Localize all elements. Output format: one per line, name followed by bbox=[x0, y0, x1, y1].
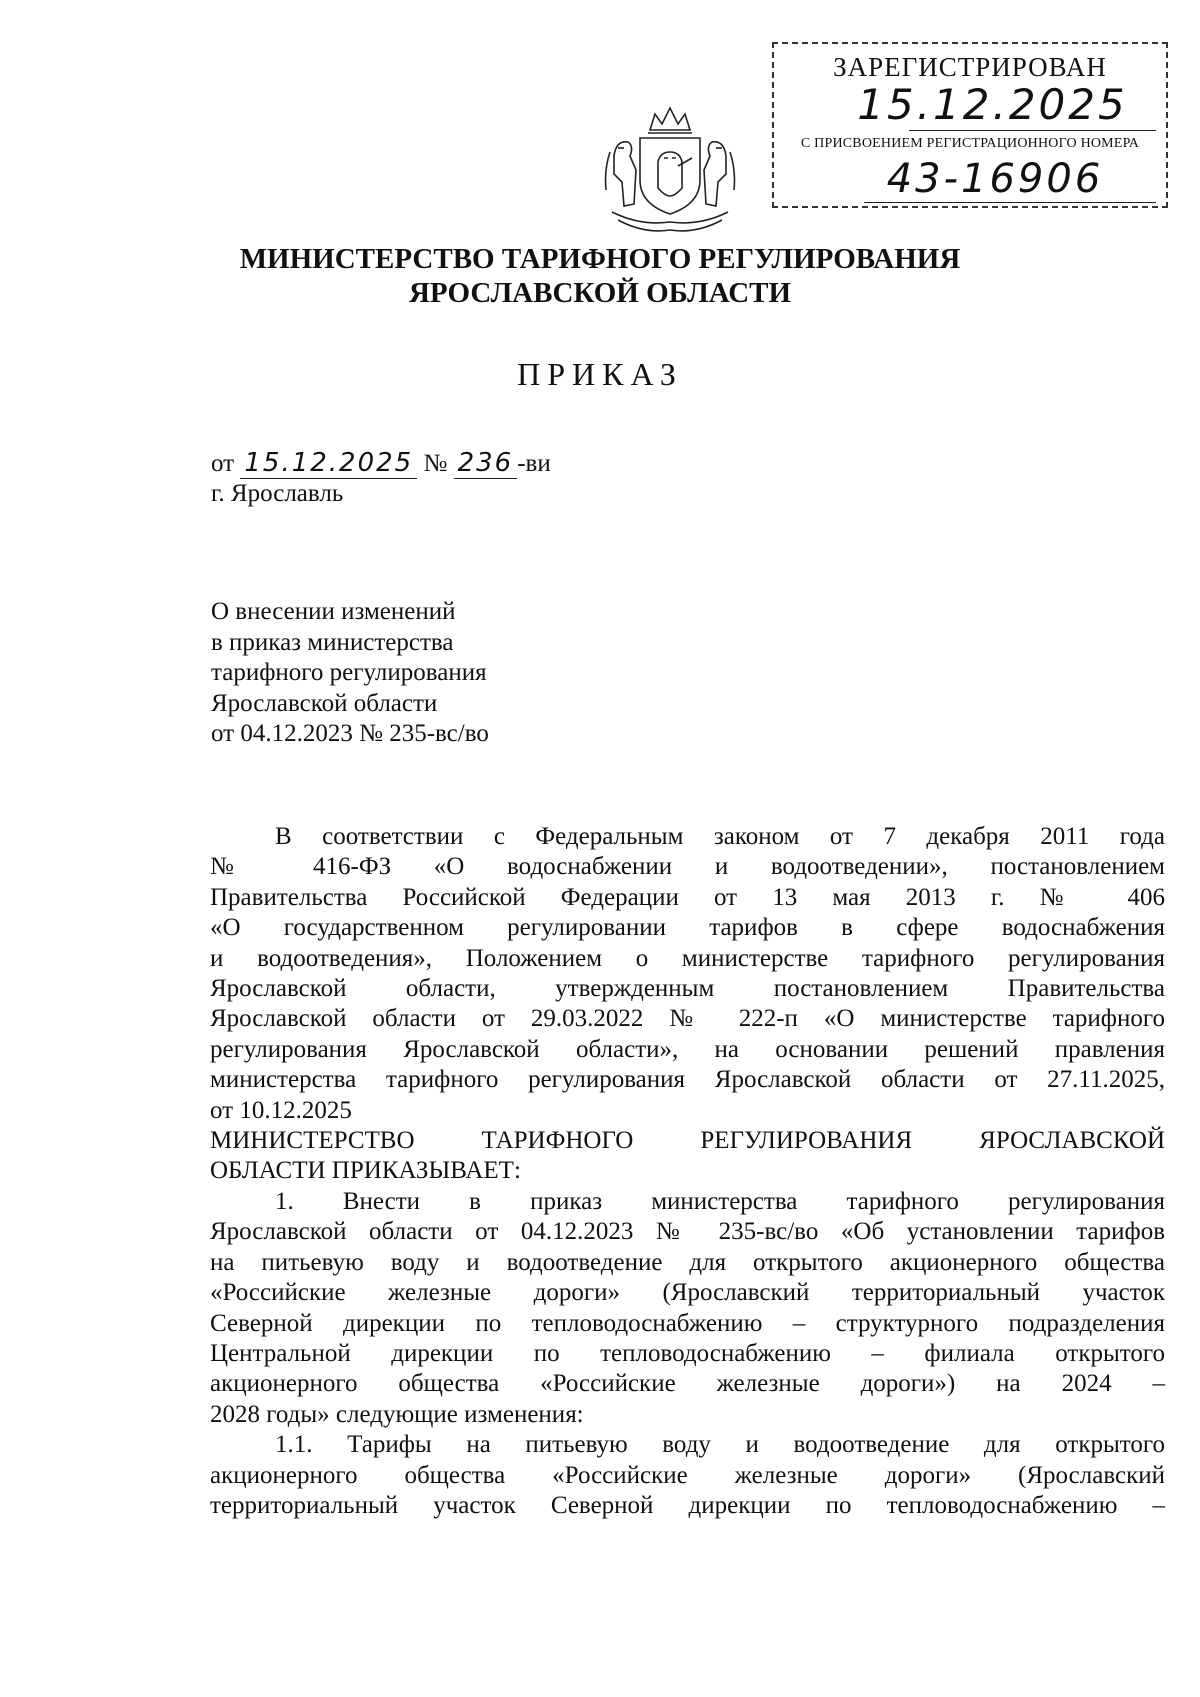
stamp-date-underline bbox=[909, 130, 1156, 131]
ministry-heading-line2: ЯРОСЛАВСКОЙ ОБЛАСТИ bbox=[408, 277, 792, 309]
preamble-line: В соответствии с Федеральным законом от 7 декабря 2011 года bbox=[275, 823, 1165, 850]
order-from-prefix: от bbox=[211, 450, 235, 477]
directive-line: ОБЛАСТИ ПРИКАЗЫВАЕТ: bbox=[210, 1157, 521, 1185]
item1-1-line: акционерного общества «Российские железные дороги» (Ярославский bbox=[210, 1461, 1165, 1489]
stamp-title: ЗАРЕГИСТРИРОВАН bbox=[833, 52, 1107, 82]
subject-line: О внесении изменений bbox=[211, 598, 456, 625]
registration-stamp bbox=[772, 42, 1168, 208]
item1-1-line: 1.1. Тарифы на питьевую воду и водоотведение для открытого bbox=[275, 1431, 1165, 1459]
item1-line: Центральной дирекции по тепловодоснабжению – филиала открытого bbox=[210, 1339, 1165, 1367]
order-date: 15.12.2025 bbox=[240, 448, 417, 479]
preamble-line: от 10.12.2025 bbox=[210, 1096, 352, 1124]
stamp-subtitle: С ПРИСВОЕНИЕМ РЕГИСТРАЦИОННОГО НОМЕРА bbox=[800, 136, 1140, 151]
ministry-heading-line1: МИНИСТЕРСТВО ТАРИФНОГО РЕГУЛИРОВАНИЯ bbox=[239, 243, 961, 275]
subject-line: тарифного регулирования bbox=[211, 659, 487, 686]
preamble-line: «О государственном регулировании тарифов в сфере водоснабжения bbox=[210, 914, 1165, 942]
item1-line: 1. Внести в приказ министерства тарифного регулирования bbox=[275, 1187, 1165, 1215]
preamble-line: Ярославской области, утвержденным постановлением Правительства bbox=[210, 975, 1165, 1003]
preamble-line: Ярославской области от 29.03.2022 № 222-п «О министерстве тарифного bbox=[210, 1005, 1165, 1033]
directive-line: МИНИСТЕРСТВО ТАРИФНОГО РЕГУЛИРОВАНИЯ ЯРОСЛАВСКОЙ bbox=[210, 1127, 1165, 1155]
preamble-line: регулирования Ярославской области», на основании решений правления bbox=[210, 1035, 1165, 1063]
preamble-line: Правительства Российской Федерации от 13 мая 2013 г. № 406 bbox=[210, 883, 1165, 911]
order-number-suffix: -ви bbox=[517, 450, 551, 477]
item1-line: «Российские железные дороги» (Ярославский территориальный участок bbox=[210, 1279, 1165, 1307]
stamp-registration-number: 43-16906 bbox=[886, 156, 1104, 202]
order-body bbox=[210, 822, 1165, 1521]
coat-of-arms-icon bbox=[600, 100, 740, 240]
order-date-number bbox=[211, 448, 551, 479]
order-number: 236 bbox=[454, 448, 518, 479]
item1-line: Северной дирекции по тепловодоснабжению – структурного подразделения bbox=[210, 1309, 1165, 1337]
subject-line: от 04.12.2023 № 235-вс/во bbox=[211, 720, 489, 747]
stamp-number-underline bbox=[864, 202, 1156, 203]
item1-line: Ярославской области от 04.12.2023 № 235-вс/во «Об установлении тарифов bbox=[210, 1218, 1165, 1246]
stamp-date: 15.12.2025 bbox=[857, 80, 1128, 129]
preamble-line: и водоотведения», Положением о министерстве тарифного регулирования bbox=[210, 944, 1165, 972]
document-type: ПРИКАЗ bbox=[517, 356, 683, 392]
item1-line: акционерного общества «Российские железные дороги») на 2024 – bbox=[210, 1370, 1165, 1398]
preamble-line: № 416-ФЗ «О водоснабжении и водоотведении», постановлением bbox=[210, 853, 1165, 881]
subject-line: Ярославской области bbox=[211, 689, 438, 717]
order-number-sign: № bbox=[423, 450, 448, 477]
order-city: г. Ярославль bbox=[211, 480, 344, 507]
item1-line: на питьевую воду и водоотведение для открытого акционерного общества bbox=[210, 1248, 1165, 1276]
item1-line: 2028 годы» следующие изменения: bbox=[210, 1400, 584, 1428]
item1-1-line: территориальный участок Северной дирекции по тепловодоснабжению – bbox=[210, 1491, 1165, 1519]
order-subject bbox=[211, 597, 489, 750]
preamble-line: министерства тарифного регулирования Ярославской области от 27.11.2025, bbox=[210, 1066, 1165, 1094]
subject-line: в приказ министерства bbox=[211, 628, 454, 656]
